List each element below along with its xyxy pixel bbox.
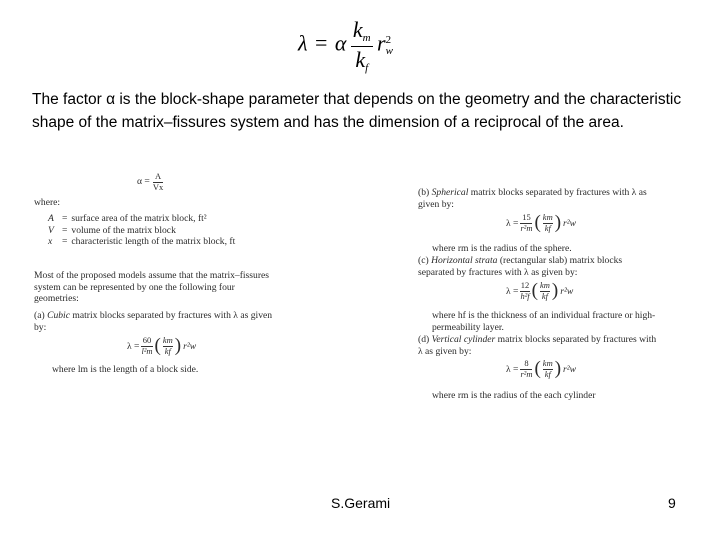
eq-lhs: λ = — [127, 340, 140, 352]
formula-num-k: k — [352, 17, 363, 42]
eq-right-paren: ) — [174, 335, 182, 356]
eq-perm-fraction — [163, 336, 173, 356]
definition-symbol: A — [48, 213, 54, 224]
definition-row — [48, 236, 288, 248]
scan-case-c — [418, 255, 658, 278]
eq-knum: km — [539, 280, 550, 290]
case-c-label: (c) — [418, 255, 429, 266]
scan-case-a — [34, 310, 280, 333]
eq-perm-fraction — [543, 213, 553, 233]
formula-num-sub: m — [362, 32, 371, 45]
eq-fraction — [520, 359, 532, 379]
eq-right-paren: ) — [554, 212, 562, 233]
formula-alpha: α — [334, 30, 347, 56]
scan-case-c-equation — [506, 280, 573, 302]
case-a-label: (a) — [34, 310, 45, 321]
eq-left-paren: ( — [531, 280, 538, 301]
definition-symbol: x — [48, 236, 53, 248]
eq-den: h²f — [520, 291, 530, 301]
eq-knum: km — [542, 212, 553, 222]
eq-kden: kf — [541, 291, 548, 301]
definition-equals: = — [62, 213, 68, 224]
case-d-text: matrix blocks separated by fractures with λ as given by: — [418, 334, 657, 357]
scan-case-d-equation — [506, 358, 576, 380]
eq-left-paren: ( — [534, 358, 541, 379]
case-c-emphasis: Horizontal strata — [431, 255, 498, 266]
case-b-emphasis: Spherical — [431, 187, 469, 198]
scan-case-c-where: where hf is the thickness of an individual fracture or high-permeability layer. — [432, 310, 656, 333]
alpha-def-num: A — [154, 171, 162, 181]
scan-case-d-where: where rm is the radius of the each cylinder — [432, 390, 596, 401]
case-c-text: (rectangular slab) matrix blocks separated by fractures with λ as given by: — [418, 255, 623, 278]
formula-den-sub: f — [365, 61, 369, 74]
eq-tail: r²w — [563, 363, 577, 375]
eq-num: 60 — [142, 335, 152, 345]
scan-where-label: where: — [34, 197, 61, 208]
scan-case-d — [418, 334, 658, 357]
eq-knum: km — [162, 335, 173, 345]
definition-equals: = — [62, 236, 68, 248]
definition-row — [48, 225, 288, 237]
formula-r: r — [377, 30, 386, 56]
alpha-def-fraction — [153, 172, 163, 192]
footer-author: S.Gerami — [331, 495, 391, 511]
scan-case-a-where: where lm is the length of a block side. — [52, 364, 199, 375]
eq-kden: kf — [544, 369, 551, 379]
definition-text: volume of the matrix block — [71, 224, 176, 236]
eq-den: r²m — [520, 369, 533, 379]
formula-den-k: k — [355, 46, 366, 72]
eq-fraction — [141, 336, 152, 356]
alpha-def-lhs: α = — [137, 176, 150, 188]
definition-row — [48, 213, 288, 225]
eq-num: 8 — [524, 358, 529, 368]
definition-text: surface area of the matrix block, ft² — [71, 213, 207, 224]
formula-lambda: λ — [298, 30, 308, 56]
scan-case-a-equation — [127, 335, 196, 357]
scan-case-b-where: where rm is the radius of the sphere. — [432, 243, 572, 254]
eq-fraction — [520, 213, 532, 233]
alpha-def-den: Vx — [152, 182, 164, 192]
formula-r-sub: w — [385, 45, 393, 58]
eq-den: l²m — [141, 346, 153, 356]
case-a-emphasis: Cubic — [47, 310, 70, 321]
scan-definitions — [48, 213, 288, 248]
eq-perm-fraction — [543, 359, 553, 379]
eq-right-paren: ) — [551, 280, 559, 301]
case-d-emphasis: Vertical cylinder — [431, 334, 496, 345]
case-d-label: (d) — [418, 334, 430, 345]
eq-perm-fraction — [540, 281, 550, 301]
eq-num: 12 — [520, 280, 530, 290]
formula-permeability-ratio — [351, 18, 373, 74]
eq-kden: kf — [544, 223, 551, 233]
definition-symbol: V — [48, 224, 54, 236]
eq-knum: km — [542, 358, 553, 368]
case-b-text: matrix blocks separated by fractures with λ as given by: — [418, 187, 647, 210]
block-shape-formula — [298, 18, 393, 78]
formula-equals: = — [314, 30, 328, 56]
case-a-text: matrix blocks separated by fractures with λ as given by: — [34, 310, 273, 333]
scan-case-b — [418, 187, 658, 210]
eq-tail: r²w — [183, 340, 197, 352]
eq-kden: kf — [164, 346, 171, 356]
page-number: 9 — [668, 495, 676, 511]
eq-fraction — [520, 281, 529, 301]
definition-text: characteristic length of the matrix block, ft — [71, 236, 236, 248]
eq-right-paren: ) — [554, 358, 562, 379]
block-shape-description: The factor α is the block-shape parameter that depends on the geometry and the characteristic shape of the matrix–fissures system and has the dimension of a reciprocal of the area. — [32, 91, 682, 131]
eq-tail: r²w — [560, 285, 574, 297]
eq-lhs: λ = — [506, 217, 519, 229]
scan-intro-paragraph: Most of the proposed models assume that the matrix–fissures system can be represented by one the following four geometries: — [34, 270, 270, 305]
case-b-label: (b) — [418, 187, 430, 198]
eq-den: r²m — [520, 223, 533, 233]
eq-left-paren: ( — [154, 335, 161, 356]
eq-left-paren: ( — [534, 212, 541, 233]
eq-lhs: λ = — [506, 285, 519, 297]
formula-r-sup: 2 — [385, 34, 392, 47]
eq-num: 15 — [522, 212, 531, 222]
eq-lhs: λ = — [506, 363, 519, 375]
scan-case-b-equation — [506, 212, 576, 234]
scan-alpha-definition — [137, 172, 163, 192]
definition-equals: = — [62, 224, 68, 236]
eq-tail: r²w — [563, 217, 577, 229]
